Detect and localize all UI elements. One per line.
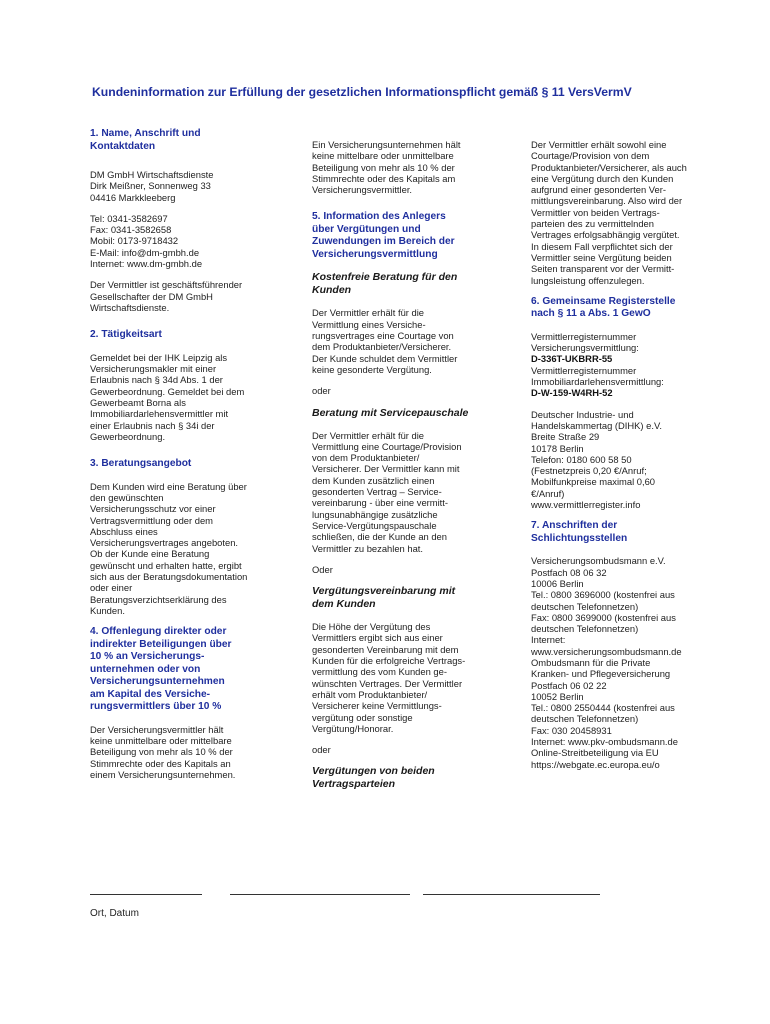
servicepauschale-text: Der Vermittler erhält für die Vermittlung eine Courtage/Provision von dem Produktanbieter/ Versicherer. Der Vermittler kann mit dem Kunden zusätzlich einen gesonderten Vertrag – Service- vereinbarung - über eine vermitt- lungsunabhängige zusätzliche Service-Vergütungspauschale schließen, die der Kunde an den Vermittler zu bezahlen hat. <box>312 429 462 554</box>
signature-label: Ort, Datum <box>90 908 139 919</box>
section-7-heading: 7. Anschriften der Schlichtungsstellen <box>531 520 628 544</box>
register-2-label: Vermittlerregisternummer Immobiliardarlehensvermittlung: <box>531 364 664 388</box>
subheading-verguetungsvereinbarung: Vergütungsvereinbarung mit dem Kunden <box>312 585 456 611</box>
signature-line-right <box>423 894 600 895</box>
column-middle <box>312 139 502 801</box>
section-2-heading: 2. Tätigkeitsart <box>90 329 162 341</box>
section-1-contact: Tel: 0341-3582697 Fax: 0341-3582658 Mobil: 0173-9718432 E-Mail: info@dm-gmbh.de Internet: www.dm-gmbh.de <box>90 212 203 270</box>
section-4-text: Der Versicherungsvermittler hält keine unmittelbare oder mittelbare Beteiligung von mehr als 10 % der Stimmrechte oder des Kapitals an einem Versicherungsunternehmen. <box>90 723 236 780</box>
subheading-beide-vertragsparteien: Vergütungen von beiden Vertragsparteien <box>312 765 435 791</box>
section-5-heading: 5. Information des Anlegers über Vergütungen und Zuwendungen im Bereich der Versicherungsvermittlung <box>312 211 455 260</box>
section-4-heading: 4. Offenlegung direkter oder indirekter Beteiligungen über 10 % an Versicherungs- unternehmen oder von Versicherungsunternehmen am Kapital des Versiche- rungsvermittlers über 10 % <box>90 626 232 713</box>
subheading-servicepauschale: Beratung mit Servicepauschale <box>312 406 469 419</box>
register-1-number: D-336T-UKBRR-55 <box>531 353 613 365</box>
section-2-text: Gemeldet bei der IHK Leipzig als Versicherungsmakler mit einer Erlaubnis nach § 34d Abs. 1 der Gewerbeordnung. Gemeldet bei dem Gewerbeamt Borna als Immobiliardarlehensvermittler mit einer Erlaubnis nach § 34i der Gewerbeordnung. <box>90 351 245 442</box>
section-7-text: Versicherungsombudsmann e.V. Postfach 08 06 32 10006 Berlin Tel.: 0800 3696000 (kostenfrei aus deutschen Telefonnetzen) Fax: 0800 3699000 (kostenfrei aus deutschen Telefonnetzen) Internet: www.versicherungsombudsmann.de Ombudsmann für die Private Kranken- und Pflegeversicherung Postfach 06 02 22 10052 Berlin Tel.: 0800 2550444 (kostenfrei aus deutschen Telefonnetzen) Fax: 030 20458931 Internet: www.pkv-ombudsmann.de Online-Streitbeteiligung via EU https://webgate.ec.europa.eu/o <box>531 555 682 770</box>
section-3-text: Dem Kunden wird eine Beratung über den gewünschten Versicherungsschutz vor einer Vertragsvermittlung oder dem Abschluss eines Versicherungsvertrages angeboten. Ob der Kunde eine Beratung gewünscht und erhalten hatte, ergibt sich aus der Beratungsdokumentation oder einer Beratungsverzichtserklärung des Kunden. <box>90 480 248 616</box>
section-3-heading: 3. Beratungsangebot <box>90 458 192 470</box>
column-right <box>531 139 711 780</box>
register-2-number: D-W-159-W4RH-52 <box>531 387 613 399</box>
kostenfreie-beratung-text: Der Vermittler erhält für die Vermittlung eines Versiche- rungsvertrages eine Courtage von dem Produktanbieter/Versicherer. Der Kunde schuldet dem Vermittler keine gesonderte Vergütung. <box>312 307 458 375</box>
section-1-heading: 1. Name, Anschrift und Kontaktdaten <box>90 128 201 152</box>
register-1-label: Vermittlerregisternummer Versicherungsvermittlung: <box>531 330 639 354</box>
oder-separator-1: oder <box>312 385 331 397</box>
section-6-heading: 6. Gemeinsame Registerstelle nach § 11 a Abs. 1 GewO <box>531 295 676 320</box>
section-1-address: DM GmbH Wirtschaftsdienste Dirk Meißner, Sonnenweg 33 04416 Markkleeberg <box>90 169 214 203</box>
signature-line-middle <box>230 894 410 895</box>
document-title: Kundeninformation zur Erfüllung der gesetzlichen Informationspflicht gemäß § 11 VersVermV <box>92 85 632 99</box>
col3-intro: Der Vermittler erhält sowohl eine Courtage/Provision von dem Produktanbieter/Versicherer, als auch eine Vergütung durch den Kunden aufgrund einer gesonderten Ver- mittlungsvereinbarung. Also wird der Vermittler von beiden Vertrags- parteien des zu vermittelnden Vertrages erfolgsabhängig vergütet. In diesem Fall verpflichtet sich der Vermittler seine Vergütung beiden Seiten transparent vor der Vermitt- lungsleistung offenzulegen. <box>531 139 687 286</box>
oder-separator-2: Oder <box>312 563 333 575</box>
signature-line-place-date <box>90 894 202 895</box>
subheading-kostenfreie-beratung: Kostenfreie Beratung für den Kunden <box>312 271 458 297</box>
oder-separator-3: oder <box>312 744 331 756</box>
verguetungsvereinbarung-text: Die Höhe der Vergütung des Vermittlers ergibt sich aus einer gesonderten Vereinbarung mit dem Kunden für die erfolgreiche Vertrags- vermittlung des vom Kunden ge- wünschten Vertrages. Der Vermittler erhält vom Produktanbieter/ Versicherer keine Vermittlungs- vergütung oder sonstige Vergütung/Honorar. <box>312 621 466 734</box>
dihk-address: Deutscher Industrie- und Handelskammertag (DIHK) e.V. Breite Straße 29 10178 Berlin Telefon: 0180 600 58 50 (Festnetzpreis 0,20 €/Anruf; Mobilfunkpreise maximal 0,60 €/Anruf) www.vermittlerregister.info <box>531 408 662 511</box>
column-left <box>90 128 280 790</box>
col2-intro: Ein Versicherungsunternehmen hält keine mittelbare oder unmittelbare Beteiligung von mehr als 10 % der Stimmrechte oder des Kapitals am Versicherungsvermittler. <box>312 139 461 196</box>
section-1-note: Der Vermittler ist geschäftsführender Gesellschafter der DM GmbH Wirtschaftsdienste. <box>90 279 243 313</box>
